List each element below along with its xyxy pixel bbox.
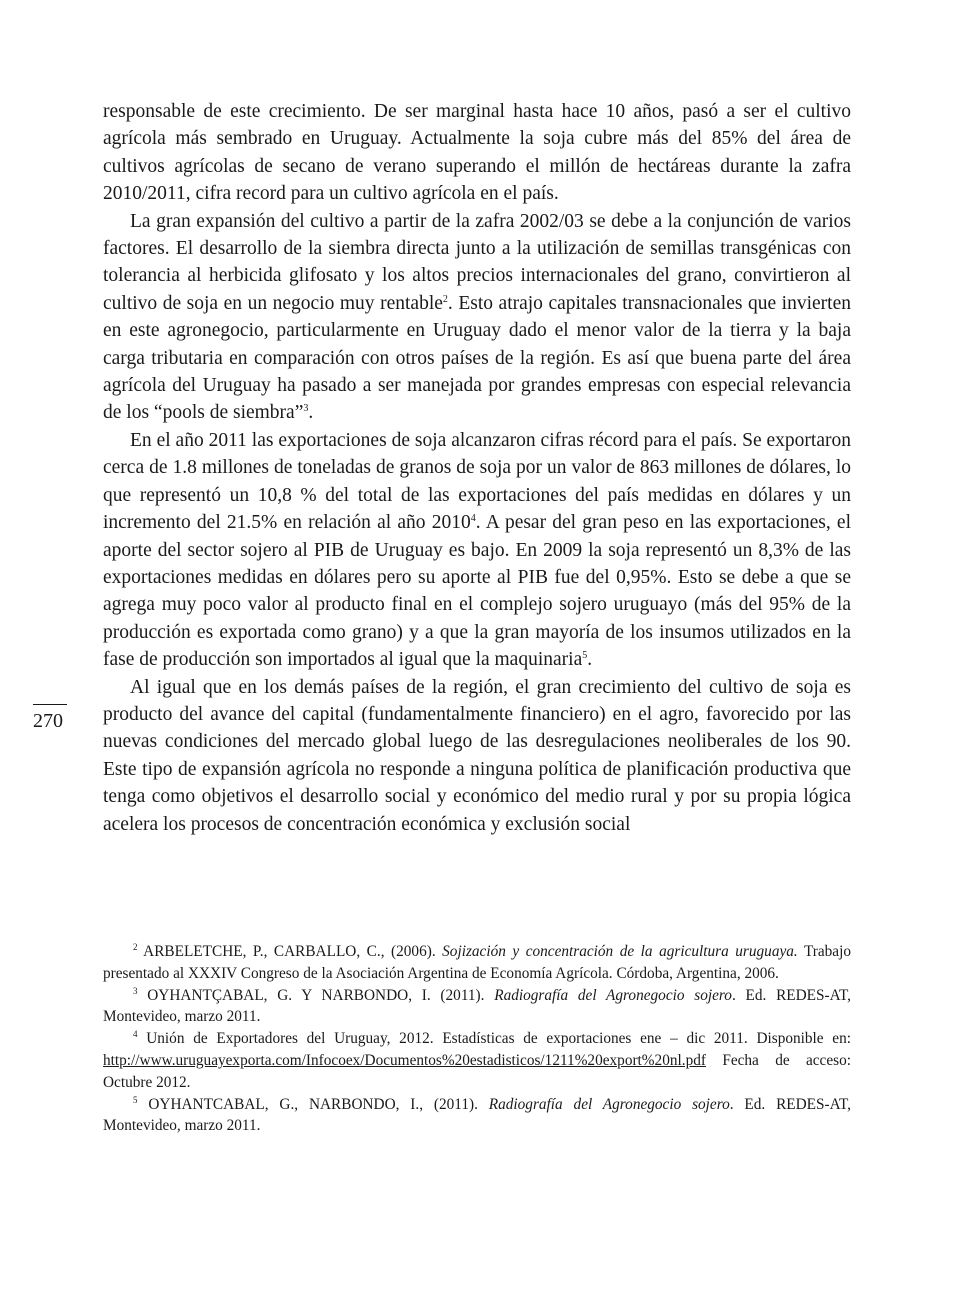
paragraph-4-text: Al igual que en los demás países de la región, el gran crecimiento del cultivo de soja es producto del avance del capital (fundamentalmente financiero) en el agro, favorecido por las nuevas condiciones del mercado global luego de las desregulaciones neoliberales de los 90. Este tipo de expansión agrícola no responde a ninguna política de planificación productiva que tenga como objetivos el desarrollo social y económico del medio rural y por su propia lógica acelera los procesos de concentración económica y exclusión social [103, 676, 851, 835]
footnote-ref-3[interactable]: 3 [303, 403, 309, 415]
footnote-4-link[interactable]: http://www.uruguayexporta.com/Infocoex/Documentos%20estadisticos/1211%20export%20nl.pdf [103, 1051, 706, 1069]
paragraph-3-text-c: . [587, 649, 593, 671]
footnote-2 [103, 941, 851, 985]
footnote-4 [103, 1028, 851, 1093]
paragraph-3-text-a: En el año 2011 las exportaciones de soja alcanzaron cifras récord para el país. Se exportaron cerca de 1.8 millones de toneladas de granos de soja por un valor de 863 millones de dólares, lo que representó un 10,8 % del total de las exportaciones del país medidas en dólares y un incremento del 21.5% en relación al año 2010 [103, 429, 851, 534]
footnote-ref-5[interactable]: 5 [582, 650, 588, 662]
footnote-4-mark: 4 [133, 1029, 138, 1040]
footnote-5 [103, 1094, 851, 1138]
paragraph-2-text-b: . Esto atrajo capitales transnacionales que invierten en este agronegocio, particularmente en Uruguay dado el menor valor de la tierra y la baja carga tributaria en comparación con otros países de la región. Es así que buena parte del área agrícola del Uruguay ha pasado a ser manejada por grandes empresas con especial relevancia de los “pools de siembra” [103, 292, 851, 424]
main-text [103, 98, 851, 838]
footnote-3-title: Radiografía del Agronegocio sojero [494, 986, 732, 1004]
footnote-ref-2[interactable]: 2 [442, 293, 448, 305]
footnotes [103, 941, 851, 1137]
footnote-3-mark: 3 [133, 985, 138, 996]
footnote-3-authors: OYHANTÇABAL, G. Y NARBONDO, I. (2011). [147, 986, 495, 1004]
footnote-2-mark: 2 [133, 942, 138, 952]
paragraph-3-text-b: . A pesar del gran peso en las exportaciones, el aporte del sector sojero al PIB de Uruguay es bajo. En 2009 la soja representó un 8,3% de las exportaciones medidas en dólares pero su aporte al PIB fue del 0,95%. Esto se debe a que se agrega muy poco valor al producto final en el complejo sojero uruguayo (más del 95% de la producción es exportada como grano) y a que la gran mayoría de los insumos utilizados en la fase de producción son importados al igual que la maquinaria [103, 512, 851, 671]
paragraph-1 [103, 98, 851, 208]
footnote-ref-4[interactable]: 4 [470, 513, 476, 525]
paragraph-1-text: responsable de este crecimiento. De ser marginal hasta hace 10 años, pasó a ser el cultivo agrícola más sembrado en Uruguay. Actualmente la soja cubre más del 85% del área de cultivos agrícolas de secano de verano superando el millón de hectáreas durante la zafra 2010/2011, cifra record para un cultivo agrícola en el país. [103, 101, 851, 205]
footnote-2-authors: ARBELETCHE, P., CARBALLO, C., (2006). [143, 943, 443, 960]
footnote-5-authors: OYHANTCABAL, G., NARBONDO, I., (2011). [148, 1095, 489, 1113]
footnote-2-title: Sojización y concentración de la agricultura uruguaya. [442, 943, 798, 960]
footnote-3-rest: . Ed. REDES-AT, Montevideo, marzo 2011. [103, 986, 851, 1026]
footnote-5-title: Radiografía del Agronegocio sojero [488, 1095, 730, 1113]
paragraph-2-text-c: . [308, 402, 314, 424]
footnote-3 [103, 985, 851, 1029]
paragraph-2 [103, 208, 851, 427]
footnote-5-mark: 5 [133, 1094, 138, 1105]
footnote-4-text: Unión de Exportadores del Uruguay, 2012. Estadísticas de exportaciones ene – dic 2011. Disponible en: [146, 1030, 851, 1048]
paragraph-2-text-a: La gran expansión del cultivo a partir de la zafra 2002/03 se debe a la conjunción de varios factores. El desarrollo de la siembra directa junto a la utilización de semillas transgénicas con tolerancia al herbicida glifosato y los altos precios internacionales del grano, convirtieron al cultivo de soja en un negocio muy rentable [103, 210, 851, 314]
footnote-4-rest: Fecha de acceso: Octubre 2012. [103, 1051, 851, 1091]
footnote-5-rest: . Ed. REDES-AT, Montevideo, marzo 2011. [103, 1095, 851, 1135]
page-number: 270 [33, 710, 63, 732]
page-number-rule [33, 704, 67, 705]
paragraph-4 [103, 674, 851, 838]
footnote-2-rest: Trabajo presentado al XXXIV Congreso de la Asociación Argentina de Economía Agrícola. Córdoba, Argentina, 2006. [103, 943, 851, 982]
paragraph-3 [103, 427, 851, 674]
